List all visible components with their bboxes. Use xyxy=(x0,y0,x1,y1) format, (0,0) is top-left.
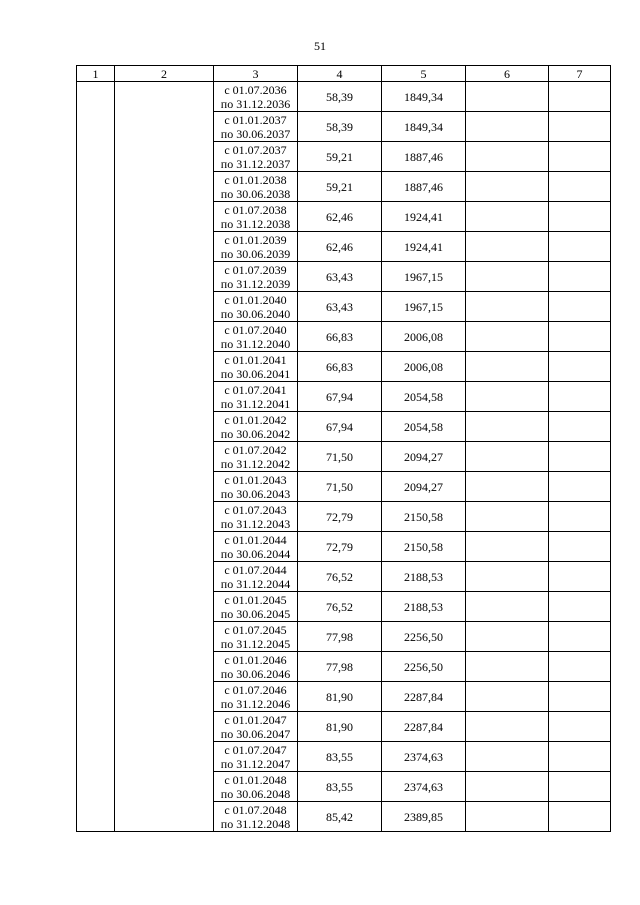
cell-col5-value: 2054,58 xyxy=(382,412,466,442)
period-to: по 31.12.2038 xyxy=(220,216,291,231)
cell-col4-value: 77,98 xyxy=(298,622,382,652)
table-header-row xyxy=(77,66,611,82)
period-to: по 30.06.2038 xyxy=(220,186,291,201)
cell-col4-value: 81,90 xyxy=(298,712,382,742)
cell-period xyxy=(214,682,298,712)
period-from: с 01.01.2044 xyxy=(224,532,287,547)
cell-col7-empty xyxy=(549,652,611,682)
cell-col6-empty xyxy=(466,472,549,502)
column-header-3: 3 xyxy=(214,66,298,82)
cell-col7-empty xyxy=(549,472,611,502)
cell-col5-value: 2188,53 xyxy=(382,562,466,592)
cell-col7-empty xyxy=(549,502,611,532)
period-to: по 31.12.2036 xyxy=(220,96,291,111)
cell-col5-value: 1924,41 xyxy=(382,202,466,232)
period-from: с 01.01.2045 xyxy=(224,592,287,607)
period-from: с 01.01.2048 xyxy=(224,772,287,787)
cell-col5-value: 2054,58 xyxy=(382,382,466,412)
cell-col6-empty xyxy=(466,352,549,382)
period-from: с 01.01.2041 xyxy=(224,352,287,367)
cell-col4-value: 85,42 xyxy=(298,802,382,832)
cell-period xyxy=(214,802,298,832)
cell-col7-empty xyxy=(549,142,611,172)
cell-col6-empty xyxy=(466,142,549,172)
cell-col6-empty xyxy=(466,202,549,232)
tariff-table xyxy=(76,65,611,832)
period-to: по 31.12.2044 xyxy=(220,576,291,591)
period-to: по 31.12.2040 xyxy=(220,336,291,351)
cell-col4-value: 58,39 xyxy=(298,82,382,112)
cell-col7-empty xyxy=(549,682,611,712)
period-to: по 30.06.2046 xyxy=(220,666,291,681)
cell-period xyxy=(214,382,298,412)
period-from: с 01.01.2047 xyxy=(224,712,287,727)
cell-col7-empty xyxy=(549,772,611,802)
period-to: по 30.06.2042 xyxy=(220,426,291,441)
cell-col4-value: 63,43 xyxy=(298,262,382,292)
period-to: по 30.06.2040 xyxy=(220,306,291,321)
cell-col4-value: 76,52 xyxy=(298,562,382,592)
cell-col6-empty xyxy=(466,742,549,772)
page-number: 51 xyxy=(314,39,326,53)
period-from: с 01.07.2048 xyxy=(224,802,287,817)
cell-col5-value: 1967,15 xyxy=(382,292,466,322)
cell-col7-empty xyxy=(549,442,611,472)
cell-col4-value: 72,79 xyxy=(298,532,382,562)
period-to: по 31.12.2039 xyxy=(220,276,291,291)
period-from: с 01.01.2038 xyxy=(224,172,287,187)
period-to: по 31.12.2047 xyxy=(220,756,291,771)
cell-col5-value: 2374,63 xyxy=(382,742,466,772)
cell-col4-value: 59,21 xyxy=(298,142,382,172)
period-from: с 01.01.2037 xyxy=(224,112,287,127)
cell-period xyxy=(214,82,298,112)
cell-col7-empty xyxy=(549,622,611,652)
period-from: с 01.07.2045 xyxy=(224,622,287,637)
period-from: с 01.01.2046 xyxy=(224,652,287,667)
period-from: с 01.01.2042 xyxy=(224,412,287,427)
cell-col7-empty xyxy=(549,82,611,112)
period-to: по 30.06.2048 xyxy=(220,786,291,801)
cell-col1-merged xyxy=(77,82,115,832)
cell-col6-empty xyxy=(466,232,549,262)
cell-col4-value: 77,98 xyxy=(298,652,382,682)
column-header-7: 7 xyxy=(549,66,611,82)
cell-col7-empty xyxy=(549,742,611,772)
cell-col6-empty xyxy=(466,172,549,202)
cell-col7-empty xyxy=(549,292,611,322)
period-to: по 31.12.2041 xyxy=(220,396,291,411)
period-to: по 30.06.2037 xyxy=(220,126,291,141)
cell-col6-empty xyxy=(466,112,549,142)
table-body xyxy=(77,82,611,832)
cell-col6-empty xyxy=(466,262,549,292)
cell-col6-empty xyxy=(466,652,549,682)
cell-col4-value: 81,90 xyxy=(298,682,382,712)
cell-col5-value: 2006,08 xyxy=(382,322,466,352)
cell-col5-value: 2094,27 xyxy=(382,472,466,502)
period-to: по 31.12.2043 xyxy=(220,516,291,531)
cell-col4-value: 66,83 xyxy=(298,352,382,382)
cell-col6-empty xyxy=(466,502,549,532)
cell-col4-value: 72,79 xyxy=(298,502,382,532)
column-header-1: 1 xyxy=(77,66,115,82)
cell-col5-value: 1967,15 xyxy=(382,262,466,292)
cell-col7-empty xyxy=(549,202,611,232)
cell-col5-value: 2256,50 xyxy=(382,622,466,652)
cell-col7-empty xyxy=(549,712,611,742)
cell-col5-value: 2094,27 xyxy=(382,442,466,472)
cell-col6-empty xyxy=(466,562,549,592)
column-header-5: 5 xyxy=(382,66,466,82)
cell-col4-value: 83,55 xyxy=(298,772,382,802)
period-from: с 01.07.2041 xyxy=(224,382,287,397)
cell-col7-empty xyxy=(549,262,611,292)
cell-col7-empty xyxy=(549,802,611,832)
cell-period xyxy=(214,112,298,142)
cell-col6-empty xyxy=(466,292,549,322)
cell-period xyxy=(214,412,298,442)
period-from: с 01.07.2038 xyxy=(224,202,287,217)
period-to: по 31.12.2037 xyxy=(220,156,291,171)
period-to: по 30.06.2039 xyxy=(220,246,291,261)
period-from: с 01.01.2039 xyxy=(224,232,287,247)
cell-col7-empty xyxy=(549,172,611,202)
cell-period xyxy=(214,652,298,682)
cell-col5-value: 1849,34 xyxy=(382,82,466,112)
period-from: с 01.07.2042 xyxy=(224,442,287,457)
cell-col5-value: 2287,84 xyxy=(382,712,466,742)
cell-col5-value: 2256,50 xyxy=(382,652,466,682)
cell-col4-value: 71,50 xyxy=(298,472,382,502)
cell-col5-value: 1849,34 xyxy=(382,112,466,142)
cell-period xyxy=(214,142,298,172)
cell-col5-value: 1924,41 xyxy=(382,232,466,262)
cell-col6-empty xyxy=(466,622,549,652)
cell-col6-empty xyxy=(466,592,549,622)
period-to: по 30.06.2045 xyxy=(220,606,291,621)
cell-col6-empty xyxy=(466,382,549,412)
cell-period xyxy=(214,232,298,262)
cell-col6-empty xyxy=(466,412,549,442)
cell-col4-value: 63,43 xyxy=(298,292,382,322)
cell-col7-empty xyxy=(549,322,611,352)
cell-col7-empty xyxy=(549,352,611,382)
period-to: по 30.06.2041 xyxy=(220,366,291,381)
period-to: по 31.12.2048 xyxy=(220,816,291,831)
cell-col7-empty xyxy=(549,382,611,412)
period-to: по 31.12.2042 xyxy=(220,456,291,471)
cell-period xyxy=(214,442,298,472)
cell-col7-empty xyxy=(549,412,611,442)
cell-col7-empty xyxy=(549,232,611,262)
cell-col4-value: 66,83 xyxy=(298,322,382,352)
period-to: по 31.12.2046 xyxy=(220,696,291,711)
cell-col7-empty xyxy=(549,562,611,592)
column-header-6: 6 xyxy=(466,66,549,82)
cell-period xyxy=(214,712,298,742)
cell-col7-empty xyxy=(549,532,611,562)
period-to: по 30.06.2043 xyxy=(220,486,291,501)
cell-col6-empty xyxy=(466,442,549,472)
period-from: с 01.07.2037 xyxy=(224,142,287,157)
cell-col4-value: 58,39 xyxy=(298,112,382,142)
cell-period xyxy=(214,352,298,382)
cell-col4-value: 67,94 xyxy=(298,412,382,442)
cell-col4-value: 76,52 xyxy=(298,592,382,622)
cell-col4-value: 62,46 xyxy=(298,202,382,232)
cell-col4-value: 83,55 xyxy=(298,742,382,772)
cell-period xyxy=(214,292,298,322)
period-from: с 01.01.2040 xyxy=(224,292,287,307)
cell-col6-empty xyxy=(466,82,549,112)
cell-col7-empty xyxy=(549,592,611,622)
period-from: с 01.01.2043 xyxy=(224,472,287,487)
period-from: с 01.07.2036 xyxy=(224,82,287,97)
period-from: с 01.07.2046 xyxy=(224,682,287,697)
cell-period xyxy=(214,622,298,652)
cell-col6-empty xyxy=(466,682,549,712)
period-from: с 01.07.2043 xyxy=(224,502,287,517)
period-from: с 01.07.2044 xyxy=(224,562,287,577)
cell-col6-empty xyxy=(466,322,549,352)
cell-col2-merged xyxy=(115,82,214,832)
cell-col4-value: 71,50 xyxy=(298,442,382,472)
cell-col5-value: 1887,46 xyxy=(382,142,466,172)
cell-period xyxy=(214,202,298,232)
cell-col6-empty xyxy=(466,532,549,562)
cell-period xyxy=(214,592,298,622)
period-from: с 01.07.2047 xyxy=(224,742,287,757)
cell-col7-empty xyxy=(549,112,611,142)
period-to: по 31.12.2045 xyxy=(220,636,291,651)
period-to: по 30.06.2047 xyxy=(220,726,291,741)
cell-period xyxy=(214,172,298,202)
cell-period xyxy=(214,502,298,532)
cell-col5-value: 2287,84 xyxy=(382,682,466,712)
cell-period xyxy=(214,532,298,562)
table-row xyxy=(77,82,611,112)
cell-col4-value: 67,94 xyxy=(298,382,382,412)
cell-col6-empty xyxy=(466,802,549,832)
cell-col6-empty xyxy=(466,712,549,742)
period-from: с 01.07.2040 xyxy=(224,322,287,337)
cell-col5-value: 2150,58 xyxy=(382,532,466,562)
cell-col5-value: 2389,85 xyxy=(382,802,466,832)
cell-col4-value: 62,46 xyxy=(298,232,382,262)
cell-col5-value: 1887,46 xyxy=(382,172,466,202)
cell-col5-value: 2150,58 xyxy=(382,502,466,532)
period-to: по 30.06.2044 xyxy=(220,546,291,561)
cell-period xyxy=(214,562,298,592)
cell-col5-value: 2188,53 xyxy=(382,592,466,622)
cell-period xyxy=(214,772,298,802)
cell-col4-value: 59,21 xyxy=(298,172,382,202)
cell-period xyxy=(214,472,298,502)
period-from: с 01.07.2039 xyxy=(224,262,287,277)
cell-period xyxy=(214,262,298,292)
cell-col5-value: 2006,08 xyxy=(382,352,466,382)
cell-col6-empty xyxy=(466,772,549,802)
cell-col5-value: 2374,63 xyxy=(382,772,466,802)
cell-period xyxy=(214,322,298,352)
cell-period xyxy=(214,742,298,772)
column-header-4: 4 xyxy=(298,66,382,82)
column-header-2: 2 xyxy=(115,66,214,82)
